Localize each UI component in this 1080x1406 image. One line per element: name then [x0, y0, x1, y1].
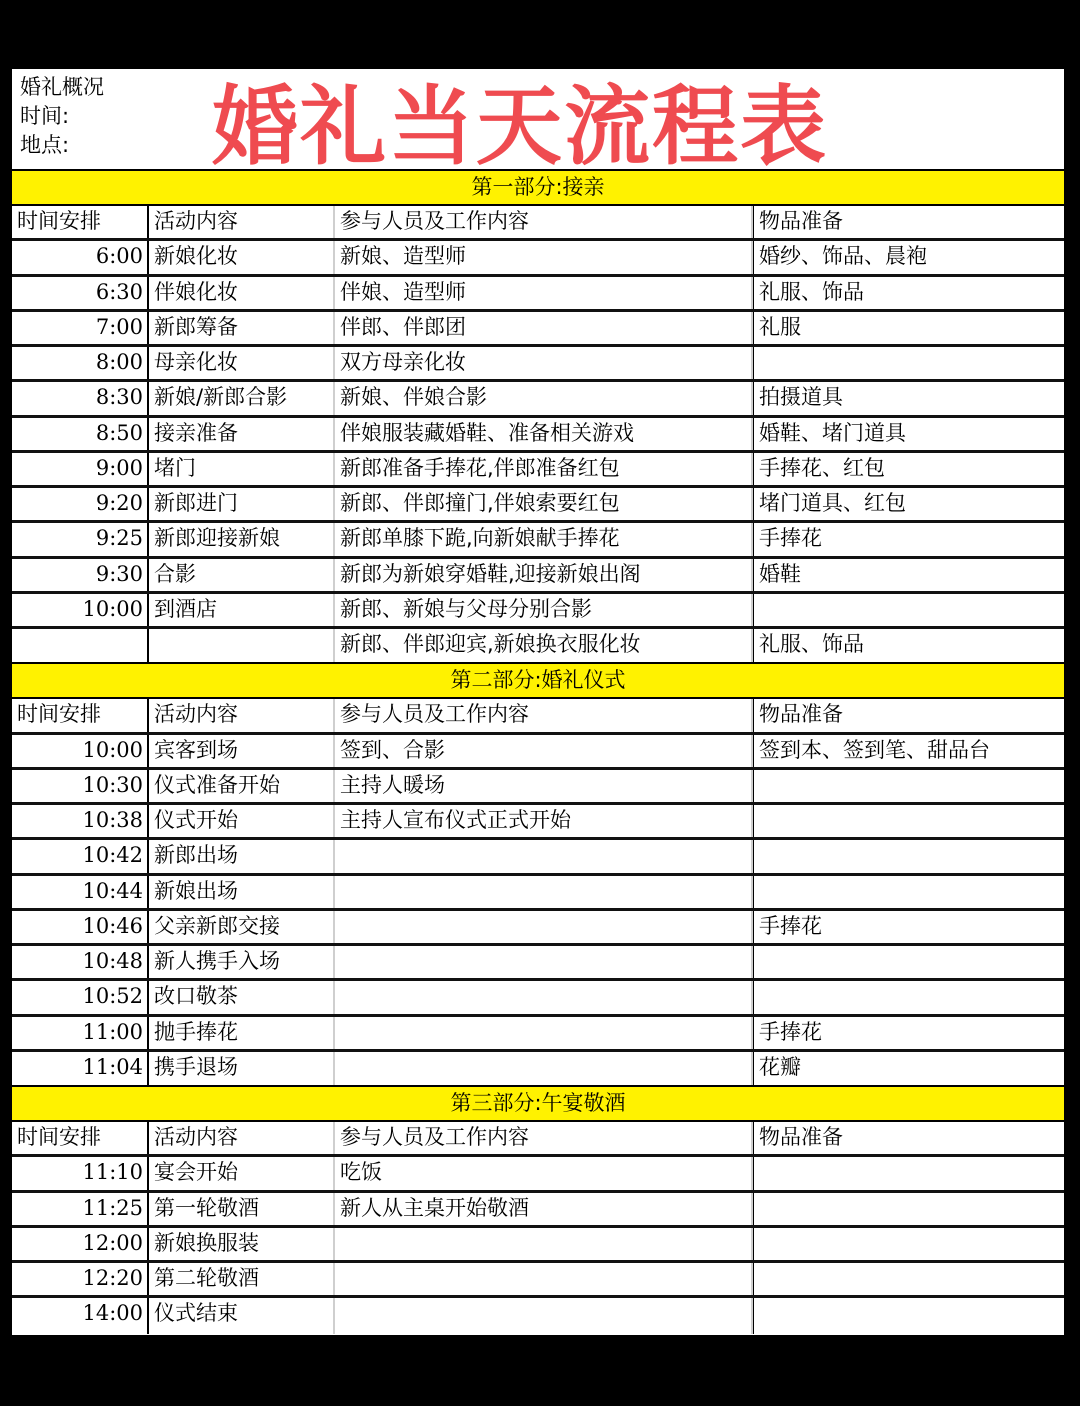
staff-cell: 新郎、伴郎迎宾,新娘换衣服化妆: [335, 629, 753, 662]
items-cell: 拍摄道具: [753, 382, 1064, 414]
staff-cell: 主持人暖场: [335, 770, 753, 802]
staff-cell: [335, 1298, 753, 1333]
column-header-time: 时间安排: [12, 699, 149, 731]
items-cell: [753, 1263, 1064, 1295]
time-cell: 9:30: [12, 559, 149, 591]
time-cell: 6:00: [12, 241, 149, 273]
time-cell: 11:10: [12, 1157, 149, 1189]
time-cell: 10:00: [12, 735, 149, 767]
items-cell: 手捧花: [753, 1017, 1064, 1049]
staff-cell: 新人从主桌开始敬酒: [335, 1193, 753, 1225]
column-header-activity: 活动内容: [149, 699, 335, 731]
table-row: [12, 382, 1064, 417]
table-row: [12, 911, 1064, 946]
column-header-staff: 参与人员及工作内容: [335, 206, 753, 238]
activity-cell: 到酒店: [149, 594, 335, 626]
items-cell: 签到本、签到笔、甜品台: [753, 735, 1064, 767]
schedule-sheet: [9, 66, 1067, 1338]
section-rows-pickup: [12, 241, 1064, 664]
staff-cell: 新郎为新娘穿婚鞋,迎接新娘出阁: [335, 559, 753, 591]
activity-cell: 新娘/新郎合影: [149, 382, 335, 414]
time-cell: 10:52: [12, 981, 149, 1013]
time-cell: 10:44: [12, 876, 149, 908]
page-title: 婚礼当天流程表: [212, 77, 828, 177]
items-cell: [753, 805, 1064, 837]
table-row: [12, 488, 1064, 523]
time-cell: 7:00: [12, 312, 149, 344]
staff-cell: 吃饭: [335, 1157, 753, 1189]
place-label: 地点:: [20, 133, 70, 157]
staff-cell: 双方母亲化妆: [335, 347, 753, 379]
activity-cell: 仪式结束: [149, 1298, 335, 1333]
activity-cell: 新娘换服装: [149, 1228, 335, 1260]
time-cell: 9:00: [12, 453, 149, 485]
staff-cell: 新娘、伴娘合影: [335, 382, 753, 414]
table-row: [12, 418, 1064, 453]
time-cell: 10:30: [12, 770, 149, 802]
activity-cell: 第二轮敬酒: [149, 1263, 335, 1295]
staff-cell: 新郎单膝下跪,向新娘献手捧花: [335, 523, 753, 555]
table-row: [12, 1263, 1064, 1298]
column-header-staff: 参与人员及工作内容: [335, 699, 753, 731]
activity-cell: 新娘出场: [149, 876, 335, 908]
time-cell: 14:00: [12, 1298, 149, 1333]
column-header-row: [12, 1122, 1064, 1157]
time-cell: 9:25: [12, 523, 149, 555]
staff-cell: 伴娘服装藏婚鞋、准备相关游戏: [335, 418, 753, 450]
activity-cell: 合影: [149, 559, 335, 591]
table-row: [12, 1298, 1064, 1333]
items-cell: [753, 840, 1064, 872]
table-row: [12, 840, 1064, 875]
activity-cell: 新人携手入场: [149, 946, 335, 978]
column-header-items: 物品准备: [753, 1122, 1064, 1154]
staff-cell: [335, 1052, 753, 1085]
activity-cell: 改口敬茶: [149, 981, 335, 1013]
activity-cell: 第一轮敬酒: [149, 1193, 335, 1225]
time-cell: 12:20: [12, 1263, 149, 1295]
section-rows-ceremony: [12, 735, 1064, 1088]
table-row: [12, 277, 1064, 312]
activity-cell: [149, 629, 335, 662]
time-label: 时间:: [20, 104, 70, 128]
staff-cell: 伴郎、伴郎团: [335, 312, 753, 344]
section-title-pickup: 第一部分:接亲: [12, 171, 1064, 206]
table-row: [12, 981, 1064, 1016]
staff-cell: [335, 1017, 753, 1049]
activity-cell: 携手退场: [149, 1052, 335, 1085]
staff-cell: 新郎准备手捧花,伴郎准备红包: [335, 453, 753, 485]
items-cell: 婚鞋、堵门道具: [753, 418, 1064, 450]
staff-cell: 主持人宣布仪式正式开始: [335, 805, 753, 837]
table-row: [12, 805, 1064, 840]
activity-cell: 新郎出场: [149, 840, 335, 872]
items-cell: [753, 1193, 1064, 1225]
items-cell: [753, 1157, 1064, 1189]
overview-label: 婚礼概况: [20, 75, 104, 99]
staff-cell: [335, 840, 753, 872]
table-row: [12, 946, 1064, 981]
items-cell: [753, 770, 1064, 802]
time-cell: 8:00: [12, 347, 149, 379]
activity-cell: 父亲新郎交接: [149, 911, 335, 943]
activity-cell: 接亲准备: [149, 418, 335, 450]
time-cell: 11:00: [12, 1017, 149, 1049]
time-cell: 6:30: [12, 277, 149, 309]
table-row: [12, 312, 1064, 347]
column-header-items: 物品准备: [753, 699, 1064, 731]
staff-cell: 新娘、造型师: [335, 241, 753, 273]
section-title-ceremony: 第二部分:婚礼仪式: [12, 664, 1064, 699]
table-row: [12, 1157, 1064, 1192]
items-cell: [753, 1298, 1064, 1333]
time-cell: 11:25: [12, 1193, 149, 1225]
time-cell: 10:38: [12, 805, 149, 837]
table-row: [12, 594, 1064, 629]
table-row: [12, 770, 1064, 805]
items-cell: 手捧花: [753, 523, 1064, 555]
activity-cell: 新郎筹备: [149, 312, 335, 344]
activity-cell: 仪式开始: [149, 805, 335, 837]
time-cell: [12, 629, 149, 662]
time-cell: 8:30: [12, 382, 149, 414]
activity-cell: 宾客到场: [149, 735, 335, 767]
section-rows-banquet: [12, 1157, 1064, 1333]
items-cell: [753, 594, 1064, 626]
staff-cell: [335, 911, 753, 943]
staff-cell: 伴娘、造型师: [335, 277, 753, 309]
table-row: [12, 1017, 1064, 1052]
column-header-row: [12, 206, 1064, 241]
items-cell: 婚鞋: [753, 559, 1064, 591]
staff-cell: 签到、合影: [335, 735, 753, 767]
items-cell: 礼服、饰品: [753, 629, 1064, 662]
items-cell: 堵门道具、红包: [753, 488, 1064, 520]
activity-cell: 堵门: [149, 453, 335, 485]
staff-cell: [335, 1228, 753, 1260]
time-cell: 10:00: [12, 594, 149, 626]
table-row: [12, 1193, 1064, 1228]
column-header-row: [12, 699, 1064, 734]
table-row: [12, 876, 1064, 911]
staff-cell: [335, 946, 753, 978]
activity-cell: 伴娘化妆: [149, 277, 335, 309]
column-header-activity: 活动内容: [149, 206, 335, 238]
items-cell: 手捧花、红包: [753, 453, 1064, 485]
table-row: [12, 523, 1064, 558]
table-row: [12, 559, 1064, 594]
items-cell: 手捧花: [753, 911, 1064, 943]
time-cell: 12:00: [12, 1228, 149, 1260]
table-row: [12, 347, 1064, 382]
table-row: [12, 629, 1064, 664]
table-row: [12, 453, 1064, 488]
activity-cell: 新郎进门: [149, 488, 335, 520]
items-cell: [753, 876, 1064, 908]
items-cell: 花瓣: [753, 1052, 1064, 1085]
column-header-time: 时间安排: [12, 1122, 149, 1154]
column-header-activity: 活动内容: [149, 1122, 335, 1154]
activity-cell: 新娘化妆: [149, 241, 335, 273]
column-header-items: 物品准备: [753, 206, 1064, 238]
activity-cell: 仪式准备开始: [149, 770, 335, 802]
items-cell: 礼服: [753, 312, 1064, 344]
time-cell: 10:46: [12, 911, 149, 943]
time-cell: 8:50: [12, 418, 149, 450]
activity-cell: 新郎迎接新娘: [149, 523, 335, 555]
time-cell: 9:20: [12, 488, 149, 520]
column-header-staff: 参与人员及工作内容: [335, 1122, 753, 1154]
items-cell: 礼服、饰品: [753, 277, 1064, 309]
table-row: [12, 1228, 1064, 1263]
column-header-time: 时间安排: [12, 206, 149, 238]
items-cell: [753, 347, 1064, 379]
staff-cell: 新郎、伴郎撞门,伴娘索要红包: [335, 488, 753, 520]
table-row: [12, 1052, 1064, 1087]
items-cell: 婚纱、饰品、晨袍: [753, 241, 1064, 273]
staff-cell: [335, 1263, 753, 1295]
items-cell: [753, 1228, 1064, 1260]
time-cell: 10:48: [12, 946, 149, 978]
activity-cell: 抛手捧花: [149, 1017, 335, 1049]
items-cell: [753, 946, 1064, 978]
staff-cell: [335, 981, 753, 1013]
time-cell: 10:42: [12, 840, 149, 872]
activity-cell: 母亲化妆: [149, 347, 335, 379]
section-title-banquet: 第三部分:午宴敬酒: [12, 1087, 1064, 1122]
items-cell: [753, 981, 1064, 1013]
activity-cell: 宴会开始: [149, 1157, 335, 1189]
table-row: [12, 735, 1064, 770]
staff-cell: 新郎、新娘与父母分别合影: [335, 594, 753, 626]
time-cell: 11:04: [12, 1052, 149, 1085]
sheet-header: [12, 69, 1064, 177]
table-row: [12, 241, 1064, 276]
staff-cell: [335, 876, 753, 908]
